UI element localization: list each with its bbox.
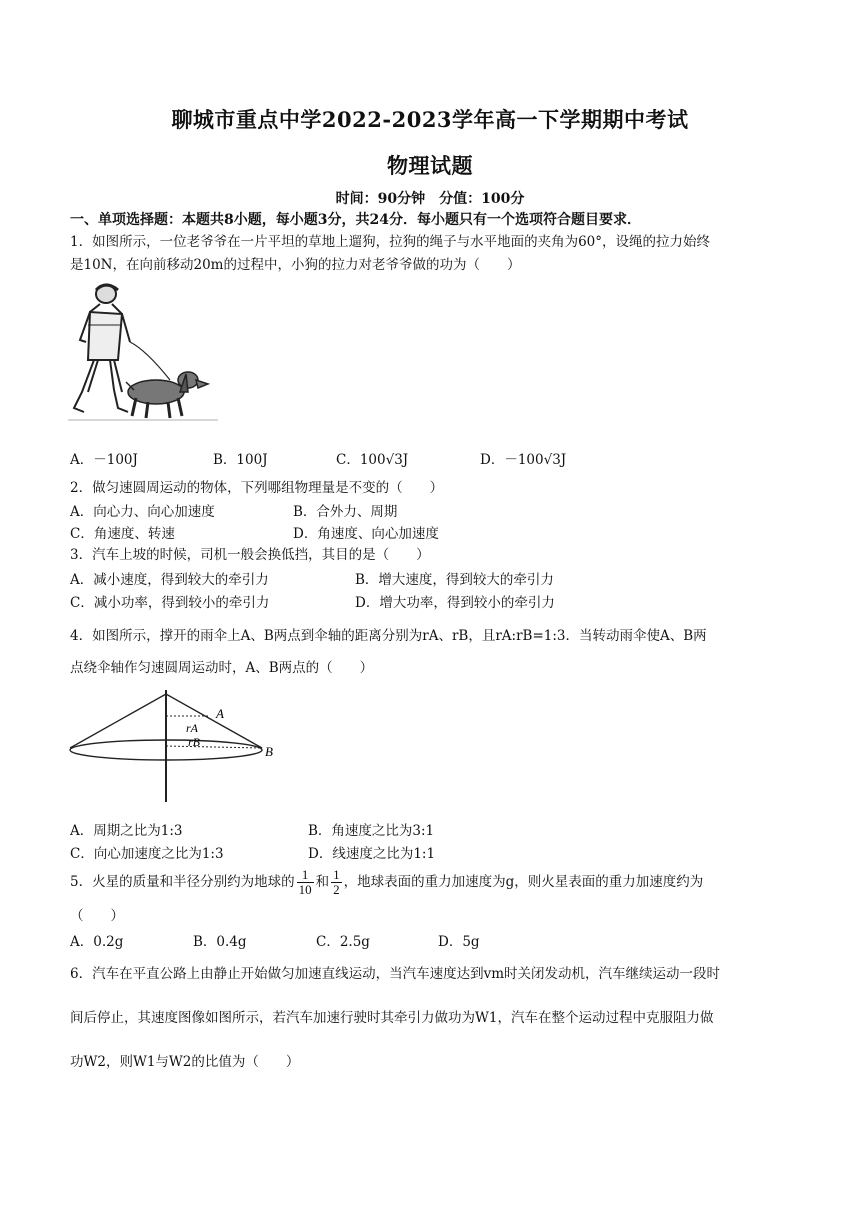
q6-stem-line3: 功W2，则W1与W2的比值为（ ） xyxy=(70,1054,300,1070)
q2-option-b[interactable]: B．合外力、周期 xyxy=(293,504,398,520)
q1-option-b[interactable]: B．100J xyxy=(213,452,268,468)
q5-frac1-numerator: 1 xyxy=(297,868,314,883)
q3-option-c[interactable]: C．减小功率，得到较小的牵引力 xyxy=(70,595,270,611)
point-b-label: B xyxy=(265,744,273,759)
q5-stem-line1 xyxy=(70,868,795,897)
q5-prefix: 5．火星的质量和半径分别约为地球的 xyxy=(70,874,295,890)
q2-option-a[interactable]: A．向心力、向心加速度 xyxy=(70,504,215,520)
q1-option-a[interactable]: A．－100J xyxy=(70,452,138,468)
q4-stem-line1: 4．如图所示，撑开的雨伞上A、B两点到伞轴的距离分别为rA、rB，且rA:rB=1:3．当转动雨伞使A、B两 xyxy=(70,628,707,644)
q5-option-c[interactable]: C．2.5g xyxy=(316,934,370,950)
point-a-label: A xyxy=(216,706,224,721)
q5-fraction-mass xyxy=(297,868,314,897)
q2-stem: 2．做匀速圆周运动的物体，下列哪组物理量是不变的（ ） xyxy=(70,480,444,496)
q3-option-d[interactable]: D．增大功率，得到较小的牵引力 xyxy=(355,595,555,611)
q5-frac2-denominator: 2 xyxy=(333,882,340,897)
q5-option-d[interactable]: D．5g xyxy=(438,934,480,950)
q6-stem-line2: 间后停止，其速度图像如图所示，若汽车加速行驶时其牵引力做功为W1，汽车在整个运动过程中克服阻力做 xyxy=(70,1010,714,1026)
q1-stem-line1: 1．如图所示，一位老爷爷在一片平坦的草地上遛狗，拉狗的绳子与水平地面的夹角为60°，设绳的拉力始终 xyxy=(70,234,711,250)
q5-option-a[interactable]: A．0.2g xyxy=(70,934,124,950)
q3-stem: 3．汽车上坡的时候，司机一般会换低挡，其目的是（ ） xyxy=(70,547,430,563)
q5-frac2-numerator: 1 xyxy=(333,867,340,882)
q4-option-d[interactable]: D．线速度之比为1:1 xyxy=(308,846,436,862)
q1-stem-line2: 是10N，在向前移动20m的过程中，小狗的拉力对老爷爷做的功为（ ） xyxy=(70,257,521,273)
q4-option-b[interactable]: B．角速度之比为3:1 xyxy=(308,823,435,839)
umbrella-figure xyxy=(68,690,288,805)
radius-a-label: rA xyxy=(186,721,198,735)
section-heading: 一、单项选择题：本题共8小题，每小题3分，共24分．每小题只有一个选项符合题目要求． xyxy=(70,212,641,228)
q3-option-b[interactable]: B．增大速度，得到较大的牵引力 xyxy=(355,572,554,588)
q1-option-c[interactable]: C．100√3J xyxy=(336,452,409,468)
q6-stem-line1: 6．汽车在平直公路上由静止开始做匀加速直线运动，当汽车速度达到vm时关闭发动机，汽车继续运动一段时 xyxy=(70,966,721,982)
q1-option-d[interactable]: D．－100√3J xyxy=(480,452,567,468)
subject-title: 物理试题 xyxy=(387,153,473,178)
q4-option-a[interactable]: A．周期之比为1:3 xyxy=(70,823,183,839)
q5-option-b[interactable]: B．0.4g xyxy=(193,934,247,950)
q5-mid: 和 xyxy=(315,874,330,890)
q4-stem-line2: 点绕伞轴作匀速圆周运动时，A、B两点的（ ） xyxy=(70,660,374,676)
q5-stem-line2: （ ） xyxy=(70,908,124,924)
q5-frac1-denominator: 10 xyxy=(298,882,312,897)
q2-option-c[interactable]: C．角速度、转速 xyxy=(70,526,175,542)
radius-b-label: rB xyxy=(188,735,200,749)
q5-fraction-radius xyxy=(331,868,342,897)
q2-option-d[interactable]: D．角速度、向心加速度 xyxy=(293,526,439,542)
q4-option-c[interactable]: C．向心加速度之比为1:3 xyxy=(70,846,224,862)
q3-option-a[interactable]: A．减小速度，得到较大的牵引力 xyxy=(70,572,269,588)
exam-title: 聊城市重点中学2022-2023学年高一下学期期中考试 xyxy=(171,107,689,132)
old-man-walking-dog-figure xyxy=(68,280,218,425)
exam-meta: 时间：90分钟 分值：100分 xyxy=(335,191,525,207)
q5-suffix: ，地球表面的重力加速度为g，则火星表面的重力加速度约为 xyxy=(343,874,704,890)
